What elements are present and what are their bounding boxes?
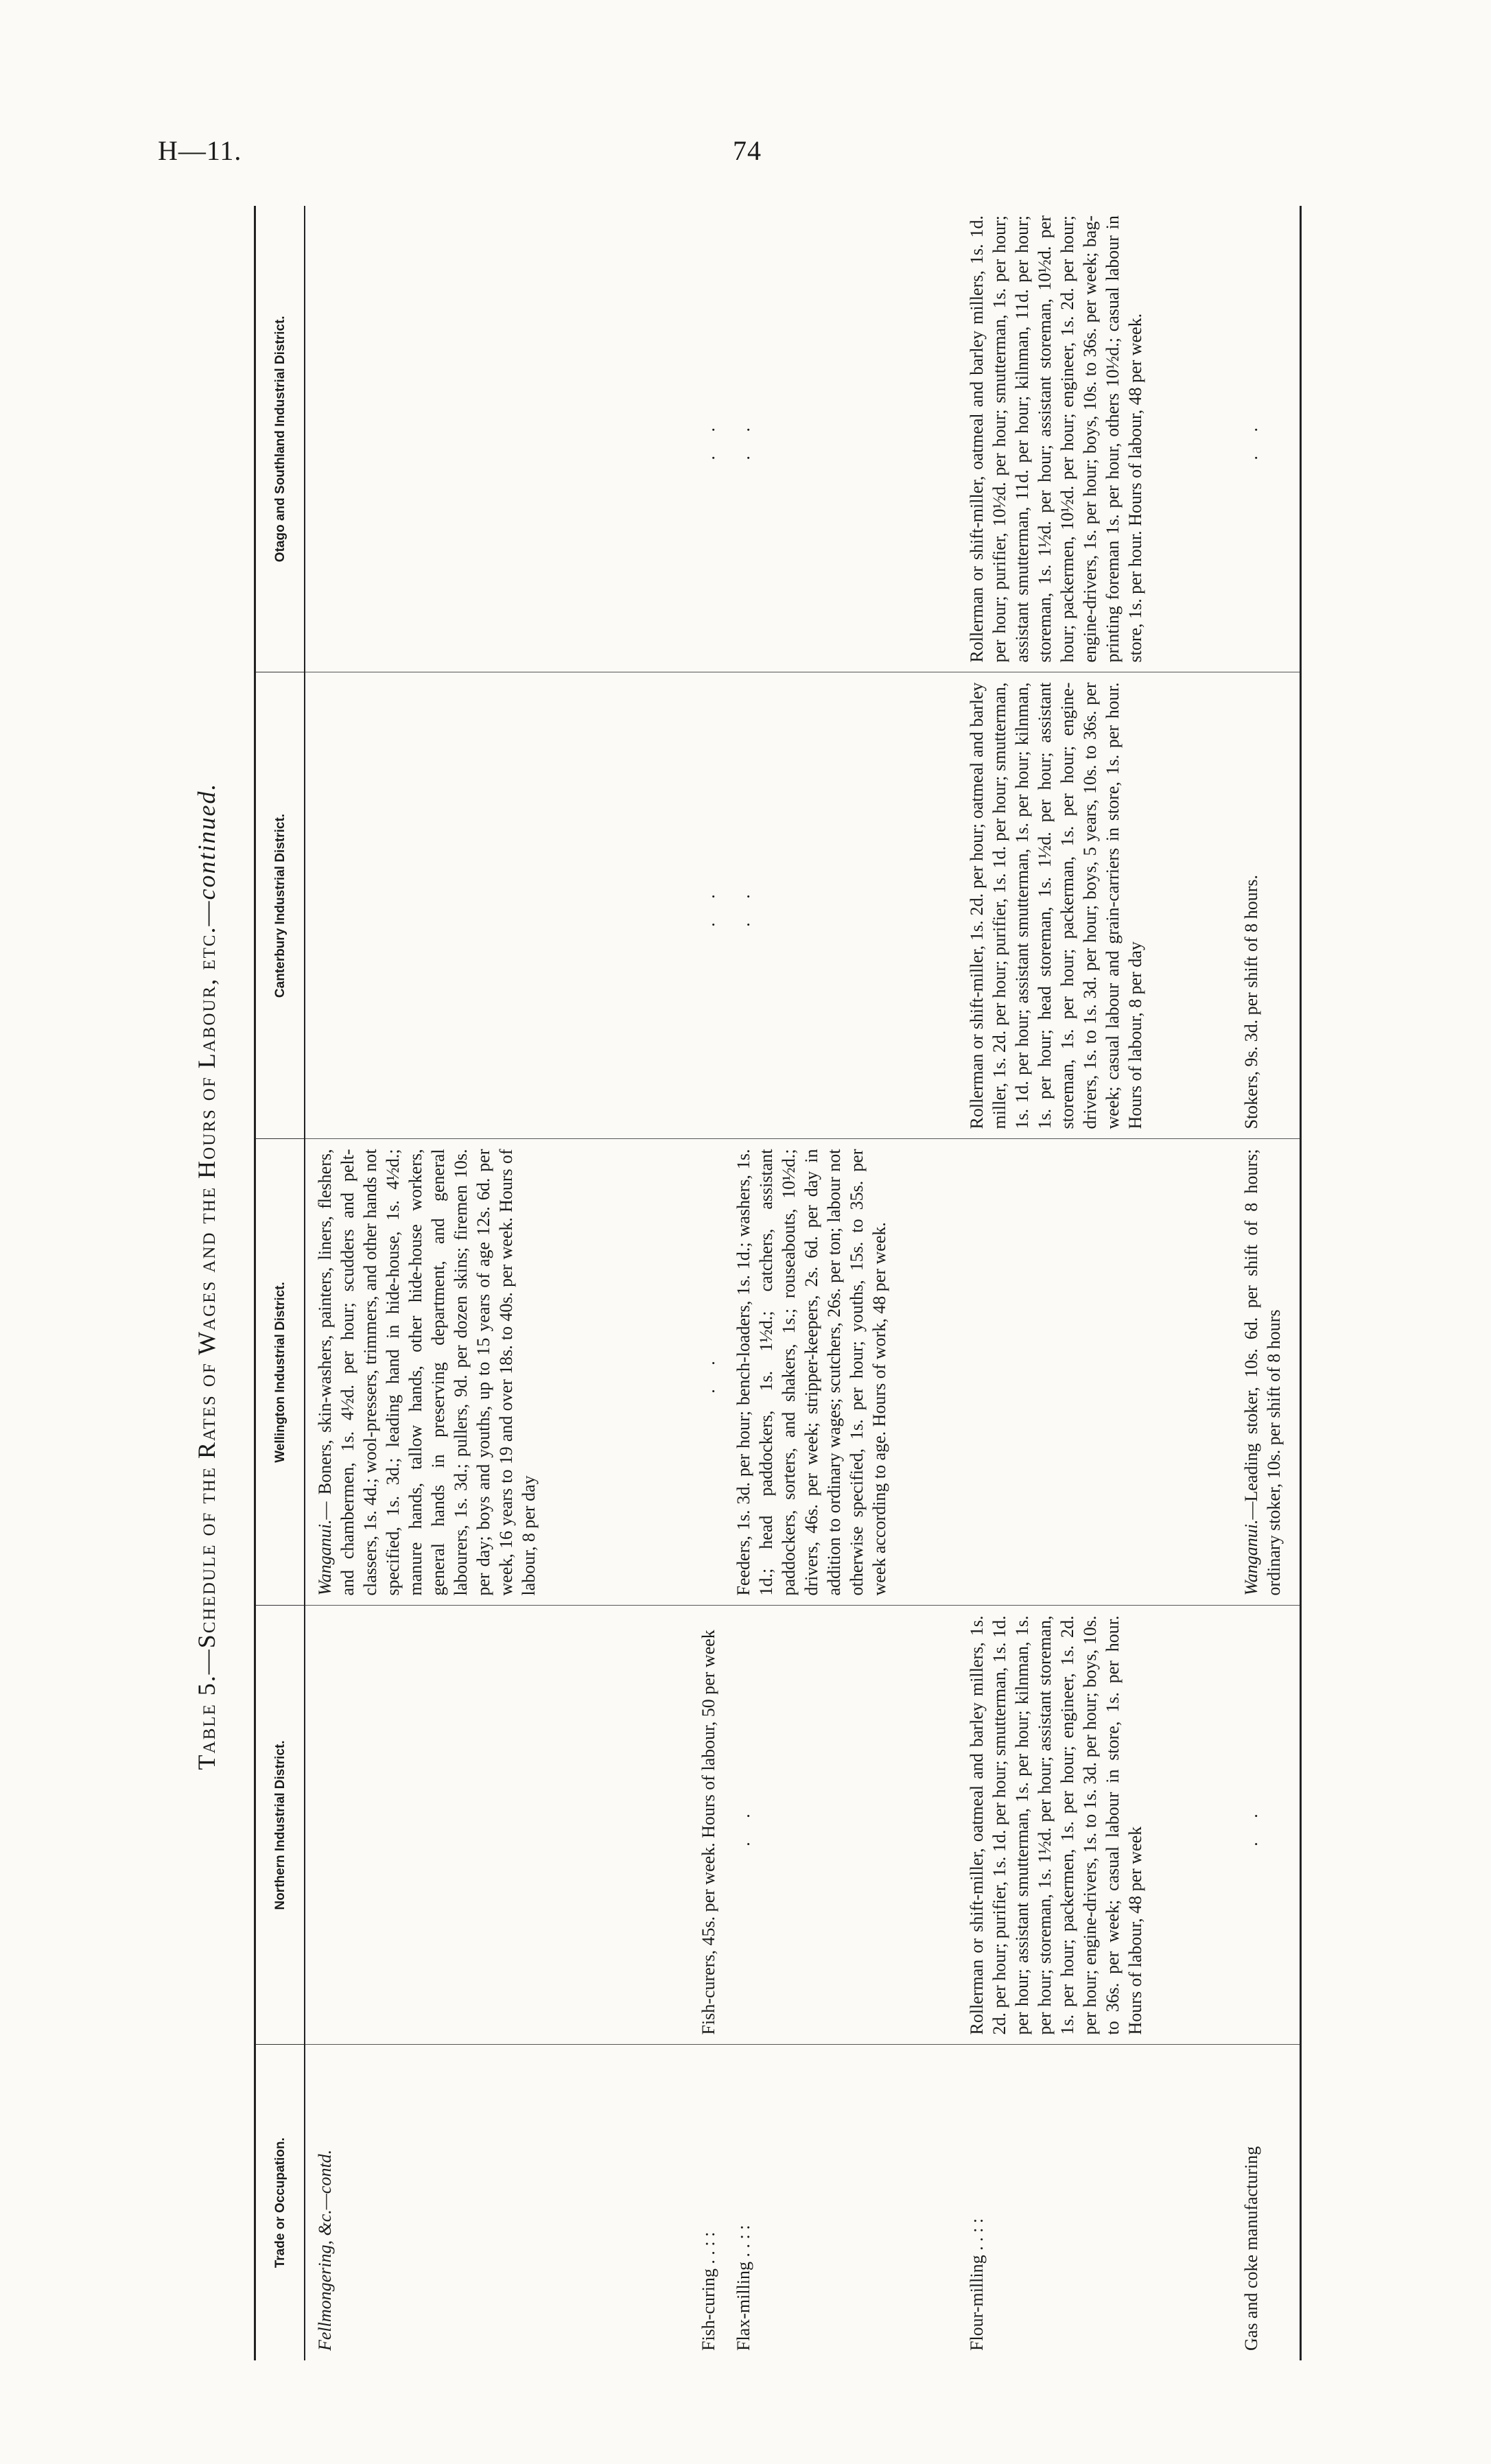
table-row-flour-milling [957, 206, 1232, 2360]
wellington-cell: . . [689, 1139, 724, 1606]
wellington-cell [957, 1139, 1232, 1606]
column-header-trade: Trade or Occupation. [255, 2045, 305, 2360]
table-title [192, 178, 233, 2374]
trade-cell: Flour-milling . . : : [967, 2218, 987, 2351]
northern-cell: . . [724, 1606, 957, 2045]
page-identifier: H—11. [158, 135, 242, 166]
trade-cell: Fish-curing . . : : [698, 2231, 718, 2351]
table-header-row [255, 206, 305, 2360]
trade-name: Fellmongering, &c.—contd. [315, 2149, 335, 2351]
column-header-northern: Northern Industrial District. [255, 1606, 305, 2045]
canterbury-cell: Rollerman or shift-miller, 1s. 2d. per hour; oatmeal and barley miller, 1s. 2d. per hour; purifier, 1s. 1d. per hour; smutterman, 1s. 1d. per hour; assistant smutterman, 1s. per hour; kilnman, 1s. per hour; head storeman, 1s. 1½d. per hour; assistant storeman, 1s. per hour; packerman, 1s. per hour; engine-drivers, 1s. to 1s. 3d. per hour; boys, 5 years, 10s. to 36s. per week; casual labour and grain-carriers in store, 1s. per hour. Hours of labour, 8 per day [957, 672, 1232, 1139]
canterbury-cell [305, 672, 689, 1139]
canterbury-cell: . . [724, 672, 957, 1139]
wellington-text: — Boners, skin-washers, painters, liners, fleshers, and chambermen, 1s. 4½d. per hour; scudders and pelt-classers, 1s. 4d.; wool-pressers, trimmers, and other hands not specified, 1s. 3d.; leading hand in hide-house, 1s. 4½d.; manure hands, tallow hands, other hide-house workers, general hands in preserving department, and general labourers, 1s. 3d.; pullers, 9d. per dozen skins; firemen 10s. per day; boys and youths, up to 15 years of age 12s. 6d. per week, 16 years to 19 and over 18s. to 40s. per week. Hours of labour, 8 per day [315, 1149, 539, 1596]
otago-cell [305, 206, 689, 672]
wages-schedule-table [254, 206, 1302, 2360]
wellington-text: —Leading stoker, 10s. 6d. per shift of 8 hours; ordinary stoker, 10s. per shift of 8 hours [1241, 1149, 1284, 1596]
table-title-main: Table 5.—Schedule of the Rates of Wages and the Hours of Labour, etc.— [193, 900, 220, 1770]
otago-cell: Rollerman or shift-miller, oatmeal and barley millers, 1s. 1d. per hour; purifier, 10½d. per hour; smutterman, 1s. per hour; assistant smutterman, 11d. per hour; kilnman, 11d. per hour; storeman, 1s. 1½d. per hour; assistant storeman, 10½d. per hour; packermen, 10½d. per hour; engineer, 1s. 2d. per hour; engine-drivers, 1s. per hour; boys, 10s. to 36s. per week; bag-printing foreman 1s. per hour, others 10½d.; casual labour in store, 1s. per hour. Hours of labour, 48 per week. [957, 206, 1232, 672]
column-header-wellington: Wellington Industrial District. [255, 1139, 305, 1606]
column-header-otago: Otago and Southland Industrial District. [255, 206, 305, 672]
trade-cell: Flax-milling . . : : [733, 2225, 753, 2351]
column-header-canterbury: Canterbury Industrial District. [255, 672, 305, 1139]
northern-cell: Rollerman or shift-miller, oatmeal and barley millers, 1s. 2d. per hour; purifier, 1s. 1d. per hour; smutterman, 1s. 1d. per hour; assistant smutterman, 1s. per hour; kilnman, 1s. per hour; storeman, 1s. 1½d. per hour; assistant storeman, 1s. per hour; packermen, 1s. per hour; engineer, 1s. 2d. per hour; engine-drivers, 1s. to 1s. 3d. per hour; boys, 10s. to 36s. per week; casual labour in store, 1s. per hour. Hours of labour, 48 per week [957, 1606, 1232, 2045]
wellington-cell: Feeders, 1s. 3d. per hour; bench-loaders, 1s. 1d.; washers, 1s. 1d.; head paddockers, 1s. 1½d.; catchers, assistant paddockers, sorters, and shakers, 1s.; rouseabouts, 10½d.; drivers, 46s. per week; stripper-keepers, 2s. 6d. per day in addition to ordinary wages; scutchers, 26s. per ton; labour not otherwise specified, 1s. per hour; youths, 15s. to 35s. per week according to age. Hours of work, 48 per week. [724, 1139, 957, 1606]
wellington-cell [305, 1139, 689, 1606]
canterbury-cell: Stokers, 9s. 3d. per shift of 8 hours. [1232, 672, 1300, 1139]
place-name: Wanganui. [1241, 1519, 1261, 1596]
trade-cell [305, 2045, 689, 2360]
otago-cell: . . [689, 206, 724, 672]
northern-cell [305, 1606, 689, 2045]
wellington-cell [1232, 1139, 1300, 1606]
page-number: 74 [733, 135, 762, 166]
table-row-gas-coke [1232, 206, 1300, 2360]
canterbury-cell: . . [689, 672, 724, 1139]
otago-cell: . . [724, 206, 957, 672]
trade-cell: Gas and coke manufacturing [1232, 2045, 1300, 2360]
rotated-table-region [165, 178, 1317, 2374]
northern-cell: . . [1232, 1606, 1300, 2045]
otago-cell: . . [1232, 206, 1300, 672]
table-row-fish-curing [689, 206, 724, 2360]
place-name: Wanganui. [315, 1519, 335, 1596]
northern-cell: Fish-curers, 45s. per week. Hours of labour, 50 per week [689, 1606, 724, 2045]
table-title-continued: continued. [193, 782, 220, 900]
table-row-fellmongering [305, 206, 689, 2360]
table-row-flax-milling [724, 206, 957, 2360]
